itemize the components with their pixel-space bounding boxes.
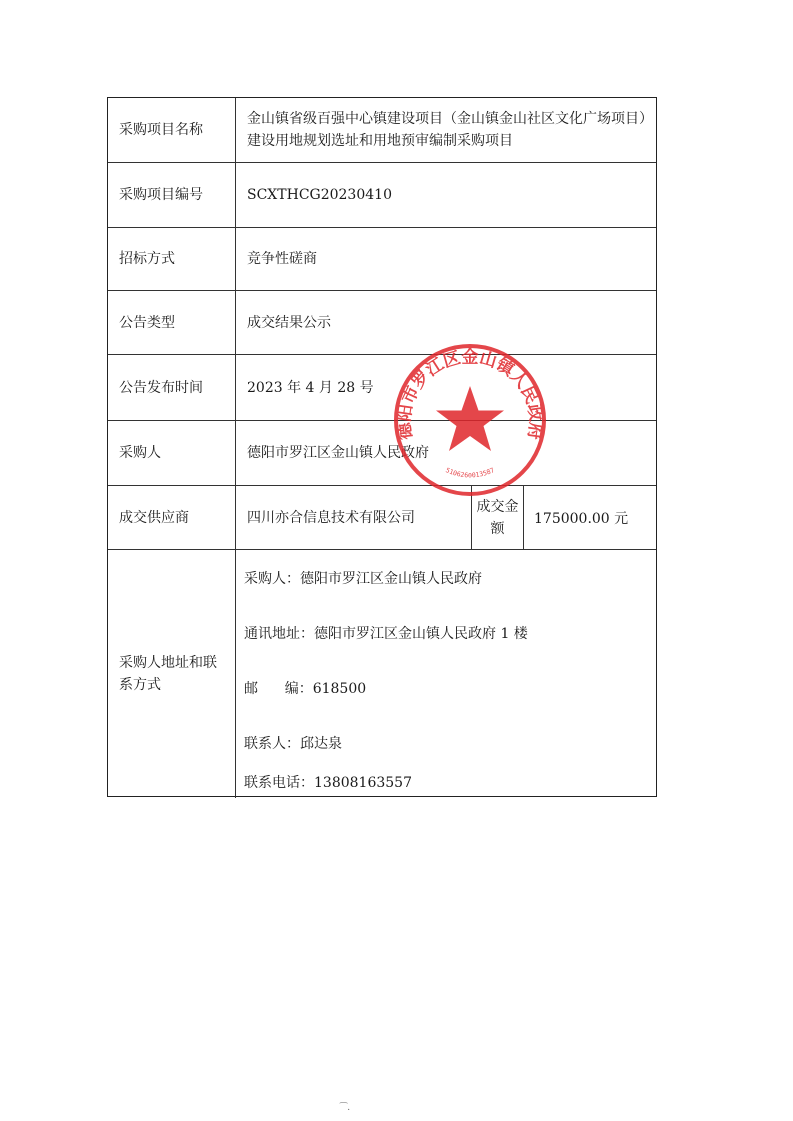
row-purchaser xyxy=(108,421,656,486)
scan-specks: ⁀. xyxy=(340,1103,351,1113)
row-contact xyxy=(108,550,656,798)
seal-text: 德阳市罗江区金山镇人民政府 xyxy=(394,347,546,441)
label-purchaser: 采购人 xyxy=(108,421,236,485)
label-project-number: 采购项目编号 xyxy=(108,163,236,227)
contact-person: 联系人：邱达泉 xyxy=(244,736,342,752)
value-notice-type: 成交结果公示 xyxy=(247,314,331,331)
procurement-announcement-table xyxy=(107,97,657,797)
contact-details xyxy=(236,550,656,798)
value-supplier: 四川亦合信息技术有限公司 xyxy=(247,509,415,526)
row-project-number xyxy=(108,163,656,228)
contact-purchaser: 采购人：德阳市罗江区金山镇人民政府 xyxy=(244,571,482,587)
row-supplier xyxy=(108,486,656,550)
label-supplier: 成交供应商 xyxy=(108,486,236,549)
label-notice-type: 公告类型 xyxy=(108,291,236,354)
value-bid-method: 竞争性磋商 xyxy=(247,251,317,267)
value-project-name: 金山镇省级百强中心镇建设项目（金山镇金山社区文化广场项目）建设用地规划选址和用地预审编制采购项目 xyxy=(247,111,646,149)
contact-phone: 联系电话：13808163557 xyxy=(244,775,412,791)
label-publish-time: 公告发布时间 xyxy=(108,355,236,420)
value-project-number: SCXTHCG20230410 xyxy=(247,187,392,203)
value-purchaser: 德阳市罗江区金山镇人民政府 xyxy=(247,445,429,461)
label-deal-amount: 成交金额 xyxy=(471,486,524,549)
label-bid-method: 招标方式 xyxy=(108,228,236,290)
contact-address: 通讯地址：德阳市罗江区金山镇人民政府 1 楼 xyxy=(244,626,528,642)
label-contact: 采购人地址和联系方式 xyxy=(108,550,236,798)
seal-number: 5106260013587 xyxy=(444,466,496,480)
row-bid-method xyxy=(108,228,656,291)
value-deal-amount: 175000.00 元 xyxy=(534,510,629,527)
row-publish-time xyxy=(108,355,656,421)
label-project-name: 采购项目名称 xyxy=(108,98,236,162)
row-notice-type xyxy=(108,291,656,355)
contact-postcode: 邮 编：618500 xyxy=(244,681,367,697)
row-project-name xyxy=(108,98,656,163)
value-publish-time: 2023 年 4 月 28 号 xyxy=(247,379,374,396)
